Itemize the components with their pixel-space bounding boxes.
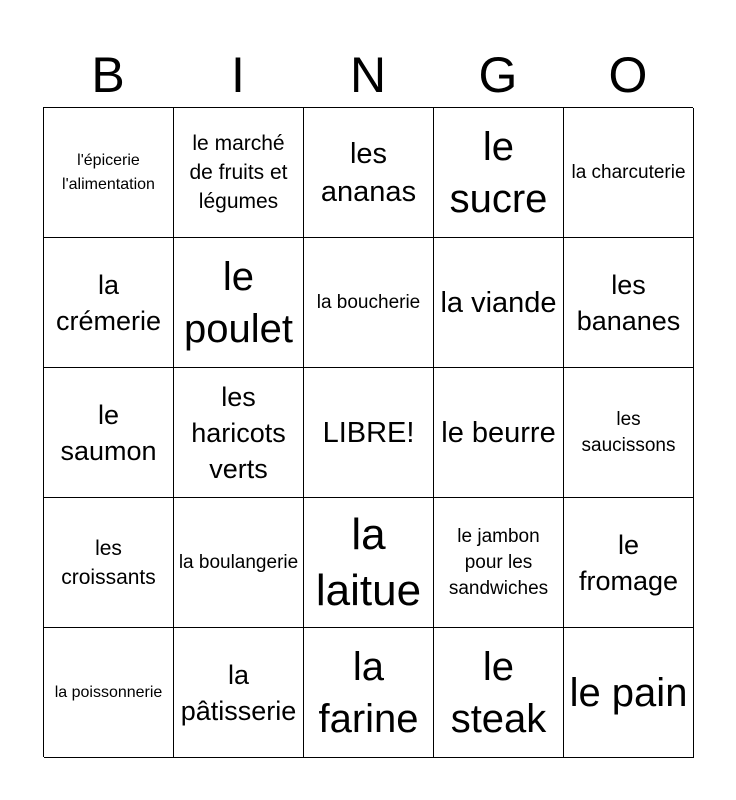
bingo-cell[interactable] (564, 108, 694, 238)
cell-label: le poulet (184, 254, 293, 351)
bingo-cell[interactable] (174, 238, 304, 368)
cell-label: les haricots verts (191, 381, 286, 484)
cell-label: la boulangerie (178, 551, 299, 573)
bingo-cell[interactable] (304, 628, 434, 758)
cell-label: le saumon (60, 399, 157, 466)
cell-label: la pâtisserie (180, 659, 297, 726)
bingo-board (43, 107, 693, 757)
header-letter-b: B (91, 47, 125, 103)
cell-label: les saucissons (581, 408, 676, 456)
bingo-cell[interactable] (174, 628, 304, 758)
cell-label: la viande (440, 286, 557, 319)
bingo-cell[interactable] (564, 238, 694, 368)
cell-label: le steak (450, 644, 547, 741)
cell-label: la charcuterie (571, 161, 686, 183)
bingo-cell[interactable] (44, 238, 174, 368)
cell-label: le beurre (441, 416, 556, 449)
cell-label: la farine (318, 644, 419, 741)
bingo-cell[interactable] (304, 368, 434, 498)
cell-label: la boucherie (316, 291, 421, 313)
cell-label: le jambon pour les sandwiches (448, 525, 549, 599)
cell-label: la laitue (315, 509, 422, 615)
header-letter-n: N (349, 47, 387, 103)
bingo-cell[interactable] (564, 498, 694, 628)
free-space-label: LIBRE! (322, 416, 415, 449)
bingo-cell[interactable] (174, 108, 304, 238)
cell-label: l'épicerie l'alimentation (62, 151, 155, 193)
cell-label: la poissonnerie (54, 683, 163, 701)
header-letter-i: I (231, 47, 245, 103)
cell-label: les croissants (61, 536, 156, 589)
bingo-cell[interactable] (434, 108, 564, 238)
bingo-cell[interactable] (304, 498, 434, 628)
bingo-cell[interactable] (304, 238, 434, 368)
bingo-cell[interactable] (564, 628, 694, 758)
header-letter-o: O (608, 47, 648, 103)
bingo-cell[interactable] (434, 628, 564, 758)
bingo-header (43, 44, 693, 106)
bingo-cell[interactable] (564, 368, 694, 498)
bingo-cell[interactable] (304, 108, 434, 238)
cell-label: le fromage (578, 529, 679, 596)
header-letter-g: G (478, 47, 518, 103)
bingo-cell[interactable] (174, 498, 304, 628)
bingo-cell[interactable] (434, 368, 564, 498)
cell-label: le pain (569, 670, 688, 715)
bingo-cell[interactable] (434, 498, 564, 628)
bingo-cell[interactable] (44, 498, 174, 628)
bingo-cell[interactable] (174, 368, 304, 498)
cell-label: le marché de fruits et légumes (189, 132, 288, 213)
bingo-cell[interactable] (44, 368, 174, 498)
bingo-cell[interactable] (44, 628, 174, 758)
bingo-cell[interactable] (44, 108, 174, 238)
cell-label: le sucre (449, 124, 548, 221)
cell-label: la crémerie (55, 269, 162, 336)
cell-label: les bananes (576, 269, 681, 336)
cell-label: les ananas (320, 137, 417, 208)
bingo-cell[interactable] (434, 238, 564, 368)
